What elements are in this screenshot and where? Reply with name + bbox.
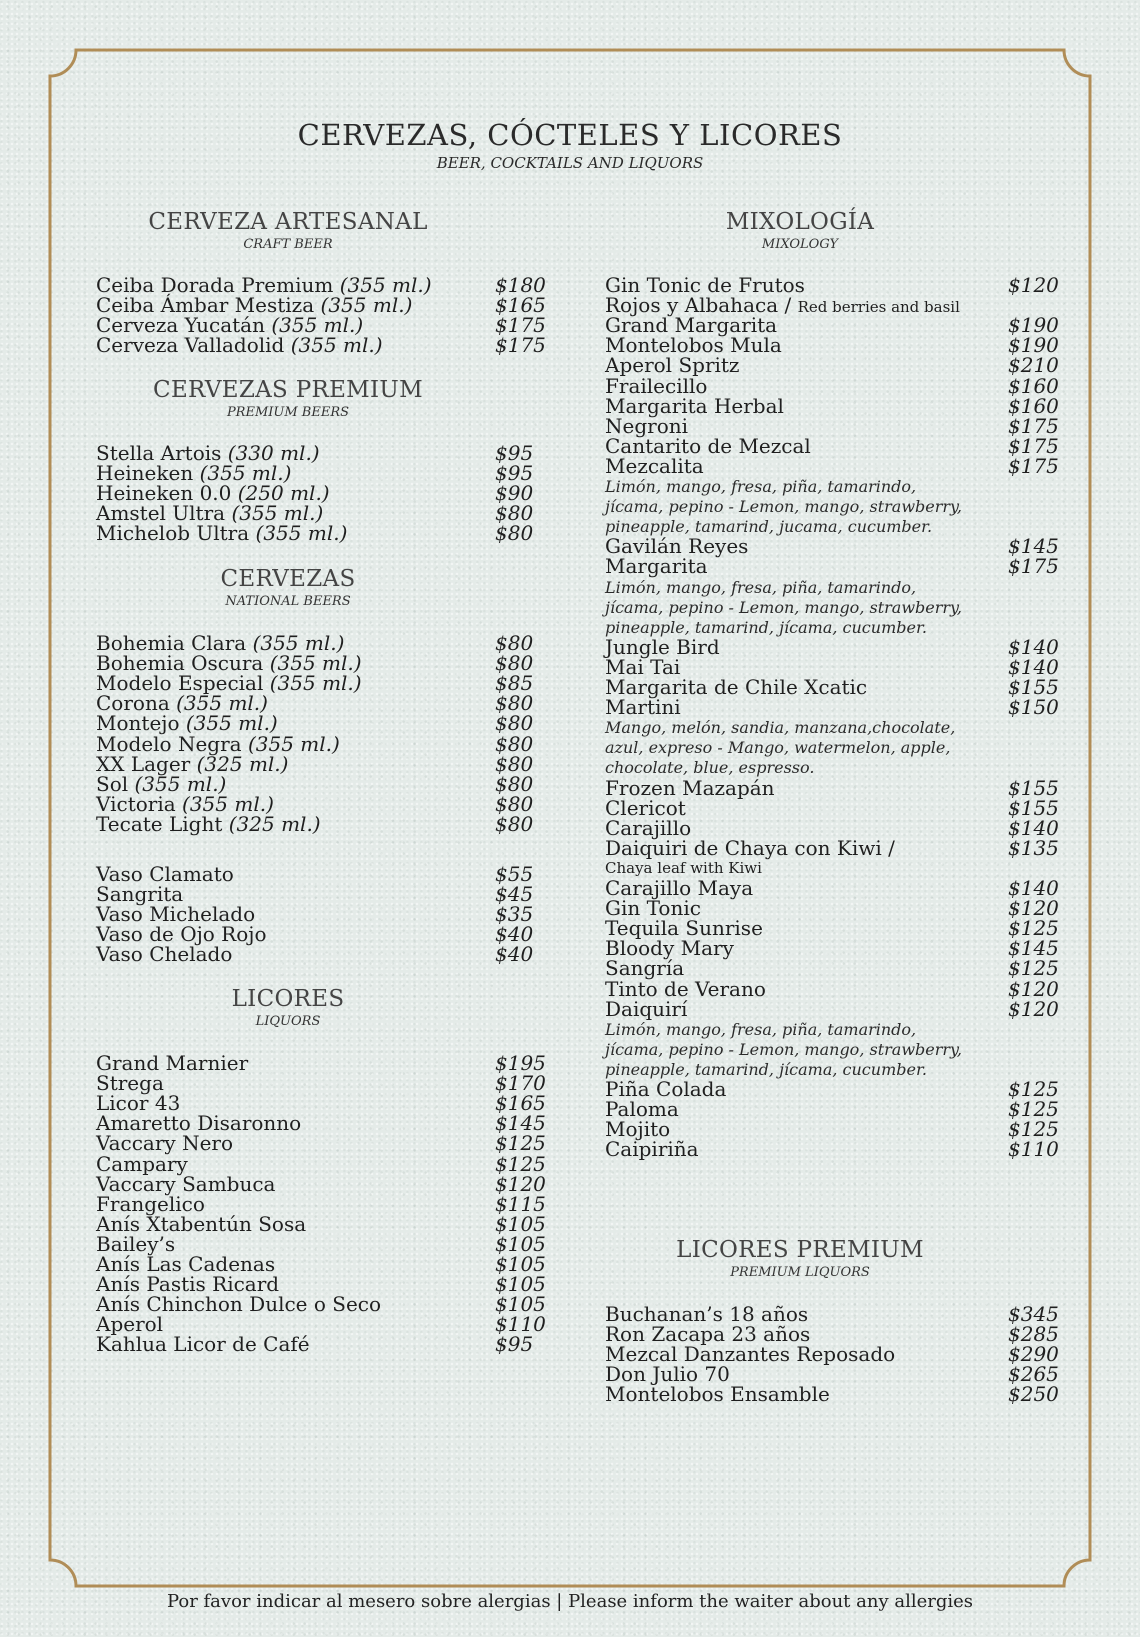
section-title: LICORES bbox=[231, 986, 345, 1012]
item-description: pineapple, tamarind, jícama, cucumber. bbox=[605, 1059, 927, 1079]
menu-item bbox=[96, 523, 542, 544]
item-name: Cerveza Yucatán (355 ml.) bbox=[96, 313, 364, 338]
item-size: (250 ml.) bbox=[237, 481, 330, 506]
item-price: $160 bbox=[1008, 393, 1059, 418]
item-price: $120 bbox=[495, 1171, 546, 1196]
item-price: $105 bbox=[495, 1292, 546, 1317]
item-name: Heineken 0.0 (250 ml.) bbox=[96, 481, 330, 506]
section-subtitle: CRAFT BEER bbox=[243, 237, 333, 252]
item-name: Grand Marnier bbox=[96, 1051, 249, 1075]
item-name: Cantarito de Mezcal bbox=[605, 433, 811, 458]
item-name: Buchanan’s 18 años bbox=[605, 1302, 809, 1326]
item-price: $180 bbox=[495, 273, 546, 297]
item-size: (355 ml.) bbox=[320, 293, 413, 318]
item-price: $35 bbox=[495, 902, 534, 927]
item-name: Heineken (355 ml.) bbox=[96, 461, 292, 486]
item-price: $80 bbox=[495, 651, 534, 676]
item-size: (325 ml.) bbox=[196, 751, 289, 776]
item-name: Vaccary Nero bbox=[96, 1131, 234, 1156]
item-size: (355 ml.) bbox=[252, 631, 345, 655]
allergy-footer: Por favor indicar al mesero sobre alergias | Please inform the waiter about any allergies bbox=[166, 1591, 974, 1612]
item-name: Corona (355 ml.) bbox=[96, 691, 268, 716]
menu-item bbox=[96, 944, 542, 965]
item-name: Anís Pastis Ricard bbox=[96, 1272, 280, 1297]
item-price: $85 bbox=[495, 671, 534, 696]
item-name: Vaccary Sambuca bbox=[96, 1171, 276, 1196]
section-title: CERVEZA ARTESANAL bbox=[148, 209, 428, 235]
item-size: (355 ml.) bbox=[269, 671, 362, 696]
item-name: Mai Tai bbox=[605, 654, 681, 679]
item-name: Caipiriña bbox=[605, 1137, 699, 1162]
item-description: jícama, pepino - Lemon, mango, strawberry, bbox=[605, 1039, 963, 1059]
item-description: Limón, mango, fresa, piña, tamarindo, bbox=[605, 1019, 917, 1039]
item-price: $115 bbox=[495, 1191, 546, 1216]
item-name: Frailecillo bbox=[605, 373, 708, 398]
item-price: $135 bbox=[1008, 835, 1059, 860]
item-size: (355 ml.) bbox=[269, 651, 362, 676]
item-name: Aperol Spritz bbox=[605, 353, 740, 378]
item-price: $80 bbox=[495, 521, 534, 546]
item-price: $125 bbox=[1008, 916, 1059, 941]
item-price: $90 bbox=[495, 481, 534, 506]
item-price: $110 bbox=[495, 1312, 546, 1337]
section-title: CERVEZAS PREMIUM bbox=[153, 377, 423, 403]
item-name: Tequila Sunrise bbox=[605, 916, 763, 941]
item-price: $265 bbox=[1008, 1362, 1059, 1387]
item-price: $55 bbox=[495, 862, 534, 886]
item-price: $80 bbox=[495, 711, 534, 736]
item-price: $80 bbox=[495, 631, 534, 655]
item-name: Margarita Herbal bbox=[605, 393, 784, 418]
item-size: (355 ml.) bbox=[134, 771, 227, 796]
item-description: pineapple, tamarind, jucama, cucumber. bbox=[605, 517, 933, 537]
item-name: Kahlua Licor de Café bbox=[96, 1332, 310, 1357]
item-price: $120 bbox=[1008, 976, 1059, 1001]
item-name: Sol (355 ml.) bbox=[96, 771, 227, 796]
item-price: $80 bbox=[495, 771, 534, 796]
menu-item bbox=[605, 1099, 1058, 1120]
item-name: Mojito bbox=[605, 1117, 671, 1142]
item-price: $80 bbox=[495, 751, 534, 776]
section-title: MIXOLOGÍA bbox=[725, 209, 875, 235]
item-name: Mezcalita bbox=[605, 453, 704, 478]
item-description: chocolate, blue, espresso. bbox=[605, 758, 815, 778]
section-subtitle: PREMIUM BEERS bbox=[226, 405, 350, 420]
menu-item bbox=[605, 453, 1059, 478]
item-size: (325 ml.) bbox=[228, 811, 321, 836]
item-name: Gin Tonic de Frutos bbox=[605, 273, 805, 297]
menu-item bbox=[605, 556, 1058, 577]
item-price: $140 bbox=[1008, 876, 1059, 900]
item-name: Bohemia Oscura (355 ml.) bbox=[96, 651, 362, 676]
item-description: Limón, mango, fresa, piña, tamarindo, bbox=[605, 477, 917, 496]
item-name: Modelo Negra (355 ml.) bbox=[96, 731, 340, 756]
item-price: $140 bbox=[1008, 634, 1059, 659]
item-price: $80 bbox=[495, 501, 534, 526]
item-name: Daiquiri de Chaya con Kiwi / bbox=[605, 835, 895, 860]
menu-item bbox=[605, 1384, 1058, 1405]
item-price: $105 bbox=[495, 1231, 546, 1256]
item-price: $210 bbox=[1008, 353, 1059, 378]
item-price: $80 bbox=[495, 811, 534, 836]
item-name: Montejo (355 ml.) bbox=[96, 711, 278, 736]
menu-item bbox=[96, 811, 542, 836]
item-description: jícama, pepino - Lemon, mango, strawberry, bbox=[605, 497, 963, 517]
item-price: $110 bbox=[1008, 1137, 1059, 1162]
item-description: jícama, pepino - Lemon, mango, strawberry, bbox=[605, 597, 963, 617]
item-name: Ceiba Dorada Premium (355 ml.) bbox=[96, 273, 432, 297]
item-size: (355 ml.) bbox=[290, 333, 383, 358]
item-size: (330 ml.) bbox=[227, 441, 320, 465]
item-price: $165 bbox=[495, 293, 546, 318]
item-name: Mezcal Danzantes Reposado bbox=[605, 1342, 896, 1367]
item-name: Negroni bbox=[605, 413, 689, 438]
item-size: (355 ml.) bbox=[185, 711, 278, 736]
item-size: (355 ml.) bbox=[247, 731, 340, 756]
item-price: $175 bbox=[1008, 554, 1059, 579]
item-price: $80 bbox=[495, 731, 534, 756]
item-name: Victoria (355 ml.) bbox=[96, 791, 274, 816]
item-price: $175 bbox=[495, 313, 546, 338]
item-price: $125 bbox=[1008, 1097, 1059, 1122]
item-price: $120 bbox=[1008, 996, 1059, 1021]
section-subtitle: PREMIUM LIQUORS bbox=[730, 1265, 870, 1280]
item-name: Carajillo Maya bbox=[605, 876, 754, 900]
menu-item bbox=[605, 1139, 1058, 1160]
item-size: (355 ml.) bbox=[231, 501, 324, 526]
item-price: $120 bbox=[1008, 896, 1059, 921]
item-price: $125 bbox=[1008, 1077, 1059, 1101]
item-price: $285 bbox=[1008, 1322, 1059, 1347]
item-name: Montelobos Mula bbox=[605, 333, 782, 358]
item-price: $145 bbox=[1008, 936, 1059, 961]
item-name: Paloma bbox=[605, 1097, 679, 1122]
item-price: $160 bbox=[1008, 373, 1059, 398]
item-size: (355 ml.) bbox=[339, 273, 432, 297]
item-name: Piña Colada bbox=[605, 1077, 727, 1101]
item-name: Bohemia Clara (355 ml.) bbox=[96, 631, 345, 655]
item-name: Gavilán Reyes bbox=[605, 534, 749, 559]
menu-item bbox=[96, 333, 546, 358]
item-price: $345 bbox=[1008, 1302, 1059, 1326]
item-name: Margarita bbox=[605, 554, 708, 579]
item-price: $125 bbox=[495, 1151, 546, 1176]
item-name: Margarita de Chile Xcatic bbox=[605, 675, 868, 699]
item-name: Ron Zacapa 23 años bbox=[605, 1322, 811, 1347]
section-subtitle: NATIONAL BEERS bbox=[225, 594, 351, 609]
item-name: Rojos y Albahaca / Red berries and basil bbox=[605, 293, 960, 318]
item-name: Vaso Clamato bbox=[96, 862, 234, 886]
menu-item bbox=[96, 1334, 542, 1355]
item-price: $125 bbox=[1008, 956, 1059, 981]
item-price: $190 bbox=[1008, 313, 1059, 338]
item-price: $165 bbox=[495, 1091, 546, 1116]
item-name: Stella Artois (330 ml.) bbox=[96, 441, 320, 465]
item-name: XX Lager (325 ml.) bbox=[96, 751, 289, 776]
menu-item bbox=[605, 996, 1059, 1021]
item-price: $105 bbox=[495, 1211, 546, 1236]
item-name: Amstel Ultra (355 ml.) bbox=[96, 501, 324, 526]
item-description: Mango, melón, sandia, manzana,chocolate, bbox=[605, 718, 956, 738]
item-price: $40 bbox=[495, 942, 534, 967]
item-price: $95 bbox=[495, 1332, 534, 1357]
item-price: $95 bbox=[495, 461, 534, 486]
item-name: Tecate Light (325 ml.) bbox=[96, 811, 321, 836]
item-size: (355 ml.) bbox=[255, 521, 348, 546]
item-price: $125 bbox=[1008, 1117, 1059, 1142]
item-name: Anís Xtabentún Sosa bbox=[96, 1211, 307, 1236]
item-price: $120 bbox=[1008, 273, 1059, 297]
section-title: LICORES PREMIUM bbox=[676, 1237, 924, 1263]
item-name: Bailey’s bbox=[96, 1231, 176, 1256]
item-price: $155 bbox=[1008, 675, 1059, 699]
item-name: Don Julio 70 bbox=[605, 1362, 730, 1387]
item-price: $45 bbox=[495, 882, 534, 907]
item-size: (355 ml.) bbox=[176, 691, 268, 716]
item-price: $170 bbox=[495, 1071, 546, 1096]
page-title: CERVEZAS, CÓCTELES Y LICORES bbox=[297, 118, 843, 152]
item-name: Daiquirí bbox=[605, 996, 688, 1021]
menu-item bbox=[605, 697, 1058, 718]
item-name: Jungle Bird bbox=[605, 634, 720, 659]
item-price: $150 bbox=[1008, 695, 1059, 720]
item-price: $40 bbox=[495, 922, 534, 947]
section-subtitle: MIXOLOGY bbox=[761, 237, 839, 252]
item-translation: Chaya leaf with Kiwi bbox=[605, 858, 762, 877]
item-name: Licor 43 bbox=[96, 1091, 181, 1116]
item-price: $250 bbox=[1008, 1382, 1059, 1407]
item-name: Modelo Especial (355 ml.) bbox=[96, 671, 362, 696]
item-price: $290 bbox=[1008, 1342, 1059, 1367]
item-name: Sangría bbox=[605, 956, 685, 981]
page-subtitle: BEER, COCKTAILS AND LIQUORS bbox=[436, 154, 704, 172]
item-name: Vaso Chelado bbox=[96, 942, 233, 967]
item-price: $145 bbox=[1008, 534, 1059, 559]
item-name: Cerveza Valladolid (355 ml.) bbox=[96, 333, 383, 358]
item-name: Anís Chinchon Dulce o Seco bbox=[96, 1292, 382, 1317]
item-price: $190 bbox=[1008, 333, 1059, 358]
section-subtitle: LIQUORS bbox=[255, 1014, 321, 1029]
item-description: Limón, mango, fresa, piña, tamarindo, bbox=[605, 577, 917, 597]
item-price: $175 bbox=[1008, 413, 1059, 438]
item-price: $195 bbox=[495, 1051, 546, 1075]
item-size: (355 ml.) bbox=[271, 313, 364, 338]
menu-item bbox=[605, 835, 1059, 860]
item-price: $175 bbox=[1008, 433, 1059, 458]
item-price: $155 bbox=[1008, 795, 1059, 820]
item-name: Sangrita bbox=[96, 882, 184, 907]
item-price: $140 bbox=[1008, 654, 1059, 679]
item-name: Vaso Michelado bbox=[96, 902, 256, 927]
item-name: Michelob Ultra (355 ml.) bbox=[96, 521, 348, 546]
item-description: pineapple, tamarind, jícama, cucumber. bbox=[605, 617, 927, 637]
item-size: (355 ml.) bbox=[182, 791, 274, 816]
item-name: Amaretto Disaronno bbox=[96, 1111, 302, 1136]
item-name: Campary bbox=[96, 1151, 188, 1176]
item-name: Aperol bbox=[96, 1312, 164, 1337]
item-price: $95 bbox=[495, 441, 534, 465]
item-name: Clericot bbox=[605, 795, 686, 820]
item-price: $80 bbox=[495, 791, 534, 816]
item-name: Ceiba Ámbar Mestiza (355 ml.) bbox=[96, 293, 413, 318]
item-size: (355 ml.) bbox=[199, 461, 292, 486]
item-name: Grand Margarita bbox=[605, 313, 778, 338]
item-price: $140 bbox=[1008, 815, 1059, 840]
item-price: $175 bbox=[495, 333, 546, 358]
item-name: Strega bbox=[96, 1071, 164, 1096]
item-price: $145 bbox=[495, 1111, 546, 1136]
item-name: Martini bbox=[605, 695, 681, 720]
item-price: $155 bbox=[1008, 775, 1059, 800]
item-price: $125 bbox=[495, 1131, 546, 1156]
item-name: Anís Las Cadenas bbox=[96, 1252, 276, 1276]
item-price: $80 bbox=[495, 691, 534, 716]
item-name: Frangelico bbox=[96, 1191, 205, 1216]
item-price: $175 bbox=[1008, 453, 1059, 478]
item-name: Frozen Mazapán bbox=[605, 775, 775, 800]
section-title: CERVEZAS bbox=[220, 566, 356, 592]
item-name: Bloody Mary bbox=[605, 936, 734, 961]
item-name: Montelobos Ensamble bbox=[605, 1382, 830, 1407]
item-name: Tinto de Verano bbox=[605, 976, 766, 1001]
item-price: $105 bbox=[495, 1252, 546, 1276]
item-name: Vaso de Ojo Rojo bbox=[96, 922, 267, 947]
item-price: $105 bbox=[495, 1272, 546, 1297]
item-description: azul, expreso - Mango, watermelon, apple, bbox=[605, 738, 951, 758]
item-name: Carajillo bbox=[605, 815, 692, 840]
item-name: Gin Tonic bbox=[605, 896, 701, 921]
item-note: Red berries and basil bbox=[797, 298, 960, 317]
